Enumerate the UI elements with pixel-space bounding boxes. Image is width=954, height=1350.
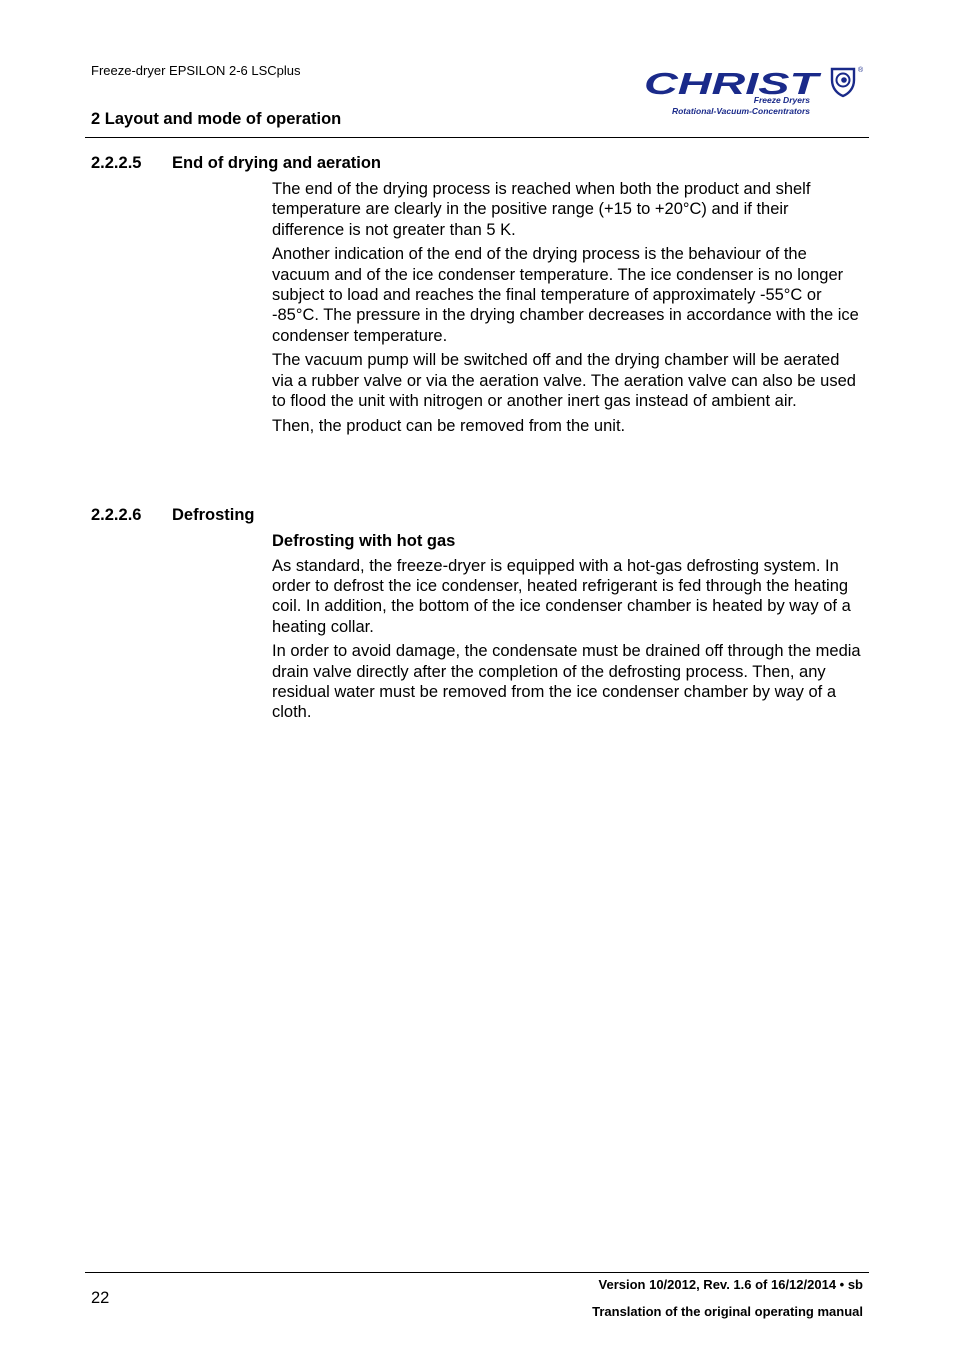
section-body xyxy=(272,179,864,441)
christ-logo xyxy=(642,62,868,120)
section-heading: End of drying and aeration xyxy=(172,154,382,172)
logo-emblem xyxy=(832,69,854,96)
paragraph: Then, the product can be removed from the unit. xyxy=(272,416,626,435)
logo-brand-text: CHRIST xyxy=(644,66,823,101)
page-number: 22 xyxy=(91,1289,110,1307)
paragraph: As standard, the freeze-dryer is equipped with a hot-gas defrosting system. In order to defrost the ice condenser, heated refrigerant is fed through the heating coil. In addition, the bottom of the ice condenser chamber is heated by way of a heating collar. xyxy=(272,556,851,636)
document-title: Freeze-dryer EPSILON 2-6 LSCplus xyxy=(91,63,301,78)
subheading: Defrosting with hot gas xyxy=(272,532,456,550)
translation-note: Translation of the original operating manual xyxy=(592,1304,863,1319)
logo-registered-mark: ® xyxy=(858,67,864,74)
paragraph: The vacuum pump will be switched off and the drying chamber will be aerated via a rubber valve or via the aeration valve. The aeration valve can also be used to flood the unit with nitrogen or another inert gas instead of ambient air. xyxy=(272,351,856,410)
section-heading: Defrosting xyxy=(172,506,255,524)
section-number: 2.2.2.5 xyxy=(91,154,142,172)
chapter-title: 2 Layout and mode of operation xyxy=(91,110,342,128)
logo-tagline-2: Rotational-Vacuum-Concentrators xyxy=(671,106,810,116)
section-body xyxy=(272,531,864,727)
header-divider xyxy=(85,137,869,138)
paragraph: Another indication of the end of the drying process is the behaviour of the vacuum and of the ice condenser temperature. The ice condenser is no longer subject to load and reaches the final temperature of approximately -55°C or -85°C. The pressure in the drying chamber decreases in accordance with the ice condenser temperature. xyxy=(272,245,859,345)
paragraph: The end of the drying process is reached when both the product and shelf temperature are clearly in the positive range (+15 to +20°C) and if their difference is not greater than 5 K. xyxy=(272,180,811,239)
section-number: 2.2.2.6 xyxy=(91,506,142,524)
logo-tagline-1: Freeze Dryers xyxy=(753,95,810,105)
version-info: Version 10/2012, Rev. 1.6 of 16/12/2014 • sb xyxy=(598,1277,863,1292)
paragraph: In order to avoid damage, the condensate must be drained off through the media drain valve directly after the completion of the defrosting process. Then, any residual water must be removed from the ice condenser chamber by way of a cloth. xyxy=(272,642,861,722)
footer-divider xyxy=(85,1272,869,1273)
